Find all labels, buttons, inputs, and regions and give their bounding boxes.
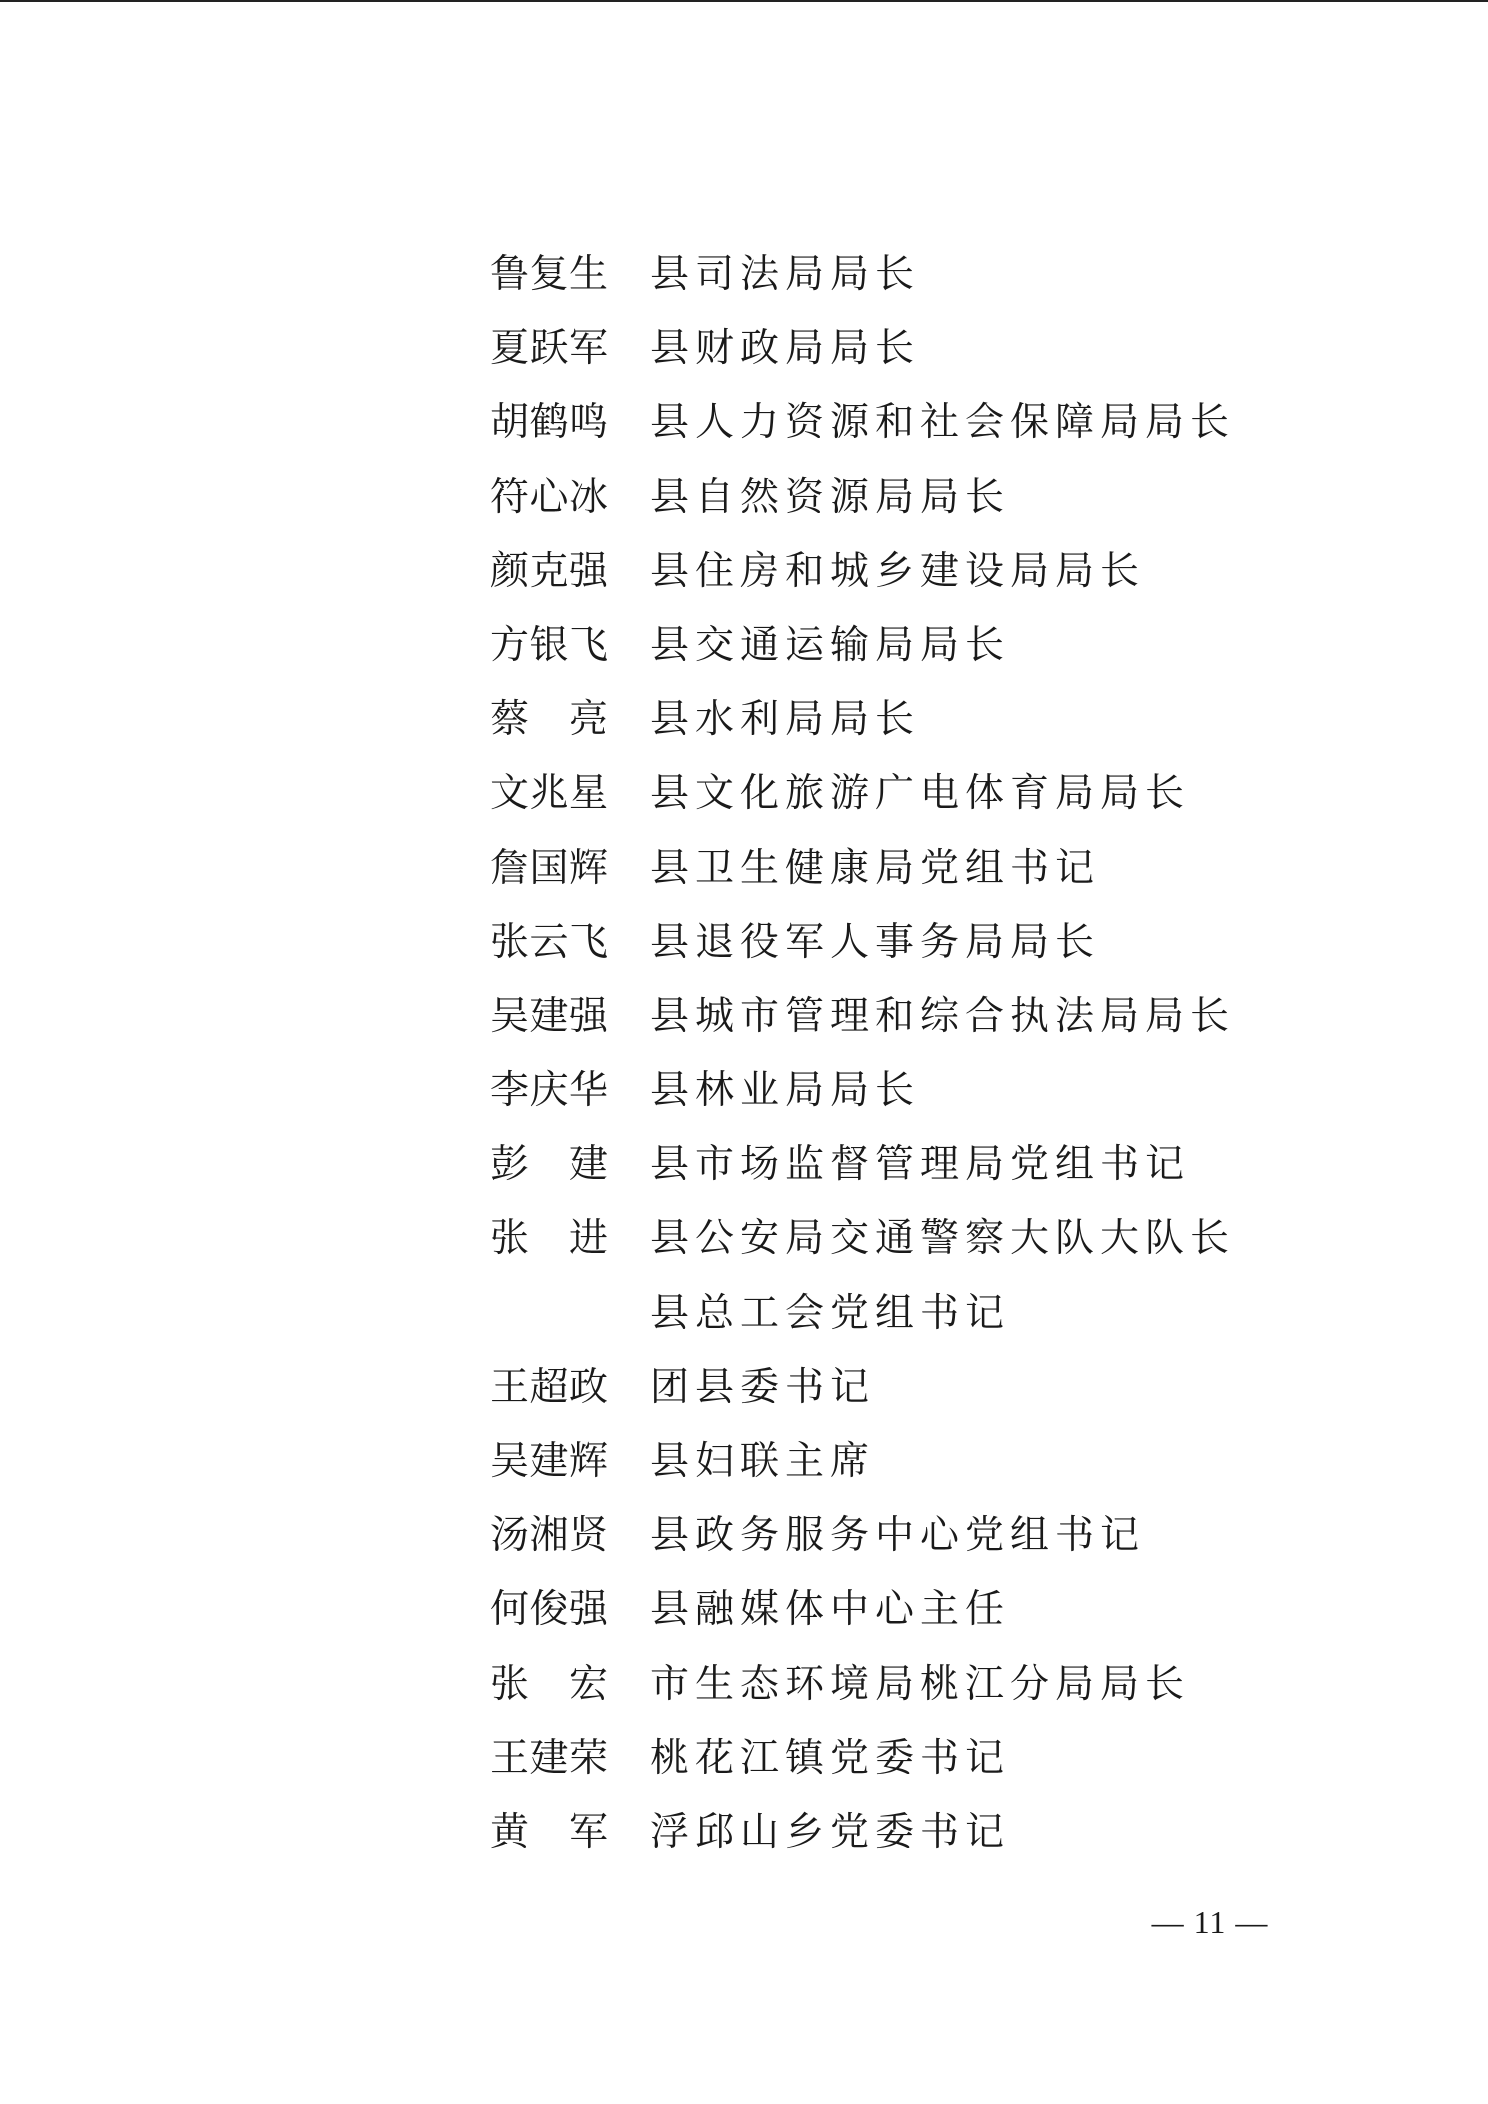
position-title: 县人力资源和社会保障局局长 (650, 400, 1236, 446)
position-title: 县财政局局长 (650, 326, 921, 372)
position-title: 县公安局交通警察大队大队长 (650, 1216, 1236, 1262)
person-name: 蔡 亮 (490, 697, 608, 743)
position-title: 县文化旅游广电体育局局长 (650, 771, 1191, 817)
list-item (490, 238, 1250, 312)
person-name: 汤 湘 贤 (490, 1513, 608, 1559)
list-item (490, 1128, 1250, 1202)
position-title: 县政务服务中心党组书记 (650, 1513, 1146, 1559)
position-title: 县水利局局长 (650, 697, 921, 743)
person-name: 方 银 飞 (490, 622, 608, 668)
position-title: 县妇联主席 (650, 1439, 876, 1484)
person-name: 李 庆 华 (490, 1068, 608, 1114)
list-item (490, 1277, 1250, 1351)
position-title: 桃花江镇党委书记 (650, 1735, 1011, 1781)
person-name: 张 宏 (490, 1661, 608, 1707)
person-name: 颜 克 强 (490, 548, 608, 594)
person-name: 彭 建 (490, 1142, 608, 1188)
list-item (490, 683, 1250, 757)
position-title: 县市场监督管理局党组书记 (650, 1142, 1191, 1188)
list-item (490, 461, 1250, 535)
position-title: 县卫生健康局党组书记 (650, 845, 1101, 891)
list-item (490, 1425, 1250, 1499)
list-item (490, 980, 1250, 1054)
list-item (490, 1202, 1250, 1276)
list-item (490, 609, 1250, 683)
list-item (490, 1499, 1250, 1573)
list-item (490, 386, 1250, 460)
list-item (490, 312, 1250, 386)
list-item (490, 1054, 1250, 1128)
person-name: 黄 军 (490, 1809, 608, 1855)
list-item (490, 535, 1250, 609)
list-item (490, 757, 1250, 831)
page-number: — 11 — (1151, 1904, 1269, 1940)
list-item (490, 832, 1250, 906)
position-title: 县城市管理和综合执法局局长 (650, 993, 1236, 1039)
person-name: 王 超 政 (490, 1364, 608, 1410)
position-title: 县林业局局长 (650, 1068, 921, 1114)
person-name: 何 俊 强 (490, 1587, 608, 1633)
position-title: 县司法局局长 (650, 252, 921, 297)
person-name: 夏 跃 军 (490, 326, 608, 372)
position-title: 团县委书记 (650, 1364, 876, 1410)
list-item (490, 1648, 1250, 1722)
position-title: 县退役军人事务局局长 (650, 919, 1101, 965)
position-title: 浮邱山乡党委书记 (650, 1809, 1011, 1855)
person-name: 胡 鹤 鸣 (490, 400, 608, 446)
person-name: 詹 国 辉 (490, 845, 608, 891)
person-name: 吴 建 辉 (490, 1439, 608, 1484)
position-title: 市生态环境局桃江分局局长 (650, 1661, 1191, 1707)
list-item (490, 906, 1250, 980)
position-title: 县融媒体中心主任 (650, 1587, 1011, 1633)
person-name: 文 兆 星 (490, 771, 608, 817)
list-item (490, 1722, 1250, 1796)
position-title: 县自然资源局局长 (650, 474, 1011, 520)
list-item (490, 1573, 1250, 1647)
position-title: 县交通运输局局长 (650, 622, 1011, 668)
list-item (490, 1796, 1250, 1870)
person-name: 吴 建 强 (490, 993, 608, 1039)
list-item (490, 1351, 1250, 1425)
person-name: 王 建 荣 (490, 1735, 608, 1781)
person-name: 鲁 复 生 (490, 252, 608, 297)
person-name: 张 进 (490, 1216, 608, 1262)
person-name: 张 云 飞 (490, 919, 608, 965)
person-name: 符 心 冰 (490, 474, 608, 520)
position-title: 县总工会党组书记 (650, 1290, 1011, 1336)
position-title: 县住房和城乡建设局局长 (650, 548, 1146, 594)
personnel-list (490, 238, 1250, 1870)
